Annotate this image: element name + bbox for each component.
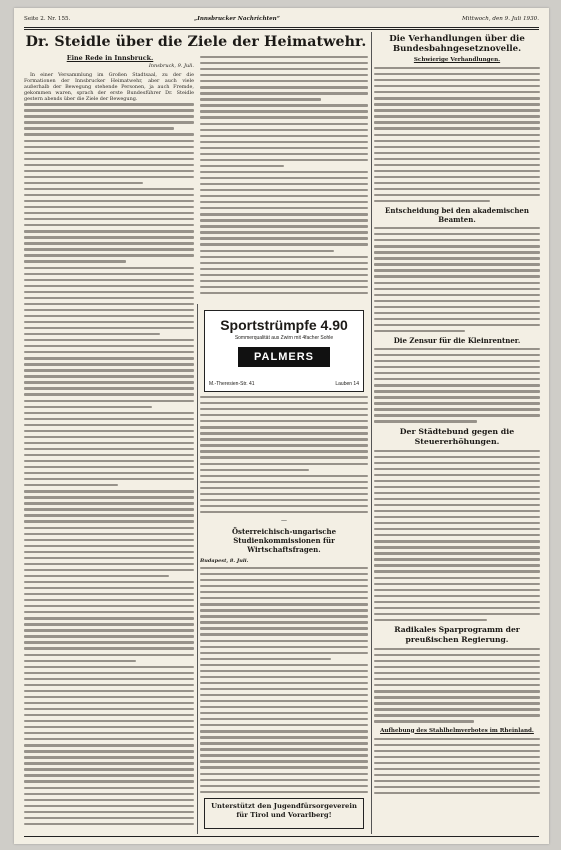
railway-subheadline: Schwierige Verhandlungen. — [413, 57, 501, 63]
youth-welfare-text: Unterstützt den Jugendfürsorgeverein für Tirol und Vorarlberg! — [211, 802, 357, 819]
page-number: Seite 2. Nr. 155. — [24, 16, 71, 22]
ad-address-1: M.-Theresien-Str. 41 — [209, 381, 255, 387]
newspaper-page — [14, 8, 549, 844]
right-column — [374, 34, 540, 834]
column-rule-1 — [197, 304, 198, 834]
academics-headline: Entscheidung bei den akademischen Beamten. — [385, 206, 529, 225]
trade-commission-headline: Österreichisch-ungarische Studienkommissionen für Wirtschaftsfragen. — [231, 526, 337, 554]
header-rule-2 — [24, 29, 539, 30]
middle-column-lower: — Österreichisch-ungarische Studienkommissionen für Wirtschaftsfragen. Budapest, 8. Juli. — [200, 396, 368, 796]
header-rule — [24, 27, 539, 28]
ad-note: Sommerqualität aus Zwirn mit 4facher Sohle — [234, 335, 334, 341]
ad-brand-logo: PALMERS — [238, 347, 330, 367]
article-body-text — [24, 103, 194, 825]
footer-rule — [24, 836, 539, 837]
stahlhelm-headline: Aufhebung des Stahlhelmverbotes im Rheinland. — [380, 727, 534, 734]
trade-dateline: Budapest, 8. Juli. — [200, 557, 249, 564]
issue-date: Mittwoch, den 9. Juli 1930. — [461, 16, 539, 22]
page-header — [24, 13, 539, 25]
ad-address-2: Lauben 14 — [335, 381, 359, 387]
newspaper-name: „Innsbrucker Nachrichten“ — [194, 16, 280, 22]
main-headline: Dr. Steidle über die Ziele der Heimatwehr. — [25, 34, 367, 50]
lead-paragraph: In einer Versammlung im Großen Stadtsaal, zu der die Formationen der Innsbrucker Heimatwehr, aber auch viele außerhalb der Bewegung stehende Personen, ja auch Fremde, gekommen waren, sprach der erste Bundesführer Dr. Steidle gestern abends über die Ziele der Bewegung. — [24, 72, 194, 103]
railway-headline: Die Verhandlungen über die Bundesbahngesetznovelle. — [389, 34, 525, 54]
main-subheadline: Eine Rede in Innsbruck. — [66, 54, 154, 62]
youth-welfare-box — [204, 798, 364, 829]
left-column — [24, 63, 194, 835]
prussia-headline: Radikales Sparprogramm der preußischen Regierung. — [394, 624, 520, 644]
ad-headline: Sportstrümpfe 4.90 — [220, 317, 348, 333]
column-rule-2 — [371, 32, 372, 834]
dateline: Innsbruck, 9. Juli. — [148, 63, 194, 69]
pensioners-headline: Die Zensur für die Kleinrentner. — [393, 335, 521, 345]
article-lead — [24, 72, 194, 102]
palmers-advertisement — [204, 310, 364, 392]
middle-column-text — [200, 56, 368, 306]
cities-headline: Der Städtebund gegen die Steuererhöhungen. — [399, 426, 515, 446]
